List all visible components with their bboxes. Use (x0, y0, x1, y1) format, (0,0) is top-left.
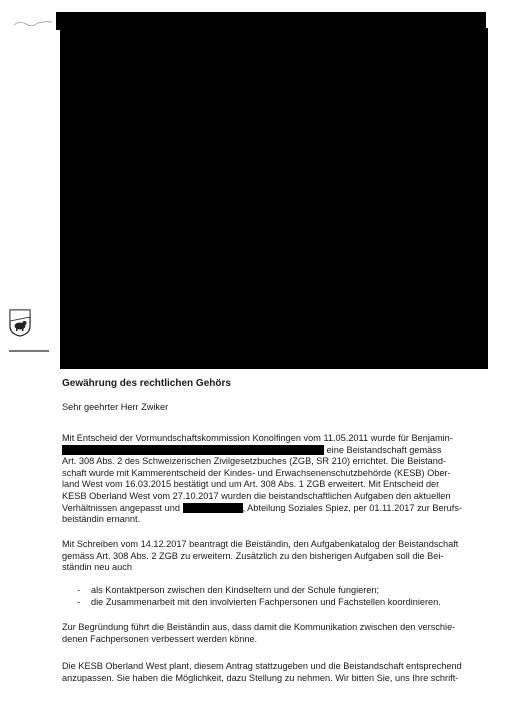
bullet-mark: - (77, 596, 81, 607)
para1-line7-head: Verhältnissen angepasst und (62, 502, 180, 513)
para3-line1: Zur Begründung führt die Beiständin aus, dass damit die Kommunikation zwischen den verschie- (62, 622, 456, 632)
bullet-list (77, 585, 477, 608)
para4-line1: Die KESB Oberland West plant, diesem Antrag stattzugeben und die Beistandschaft entsprechend (62, 661, 462, 671)
redaction-inline-person (183, 503, 243, 513)
bullet-text: die Zusammenarbeit mit den involvierten Fachpersonen und Fachstellen koordinieren. (91, 596, 441, 607)
para2-line3: ständin neu auch (62, 562, 132, 573)
list-item (77, 585, 477, 597)
para1-line3: Art. 308 Abs. 2 des Schweizerischen Zivilgesetzbuches (ZGB, SR 210) errichtet. Die Beistand- (62, 456, 447, 467)
list-item (77, 597, 477, 609)
para4-line2: anzupassen. Sie haben die Möglichkeit, dazu Stellung zu nehmen. Wir bitten Sie, uns Ihre schrift- (62, 672, 459, 683)
redaction-block-address (60, 28, 488, 369)
paragraph-2 (62, 539, 482, 574)
bullet-text: als Kontaktperson zwischen den Kindseltern und der Schule fungieren; (91, 585, 380, 595)
bern-bear-crest-icon (9, 309, 31, 337)
salutation: Sehr geehrter Herr Zwiker (62, 402, 169, 412)
paragraph-4 (62, 661, 482, 684)
para1-line5: land West vom 16.03.2015 bestätigt und um Art. 308 Abs. 1 ZGB erweitert. Mit Entscheid der (62, 479, 440, 490)
para2-line1: Mit Schreiben vom 14.12.2017 beantragt die Beiständin, den Aufgabenkatalog der Beistandschaft (62, 539, 459, 549)
crest-caption-line (9, 350, 49, 352)
paragraph-3 (62, 622, 482, 645)
paragraph-1 (62, 433, 482, 526)
document-heading: Gewährung des rechtlichen Gehörs (62, 378, 231, 389)
para2-line2: gemäss Art. 308 Abs. 2 ZGB zu erweitern. Zusätzlich zu den bisherigen Aufgaben soll die Bei- (62, 550, 444, 561)
para1-line2 (62, 445, 482, 457)
para1-line8: beiständin ernannt. (62, 514, 141, 525)
para1-line2-tail: eine Beistandschaft gemäss (326, 444, 442, 455)
para1-line7 (62, 503, 482, 515)
para1-line6: KESB Oberland West vom 27.10.2017 wurden die beistandschaftlichen Aufgaben den aktuellen (62, 490, 451, 501)
para1-line4: schaft wurde mit Kammerentscheid der Kindes- und Erwachsenenschutzbehörde (KESB) Ober- (62, 467, 451, 478)
handwritten-mark (12, 18, 54, 28)
para3-line2: denen Fachpersonen verbessert werden könne. (62, 633, 258, 644)
para1-line1: Mit Entscheid der Vormundschaftskommission Konolfingen vom 11.05.2011 wurde für Benjamin- (62, 433, 453, 443)
bullet-mark: - (77, 585, 81, 595)
para1-line7-tail: , Abteilung Soziales Spiez, per 01.11.2017 zur Berufs- (242, 502, 463, 513)
redaction-inline-name (62, 445, 324, 455)
